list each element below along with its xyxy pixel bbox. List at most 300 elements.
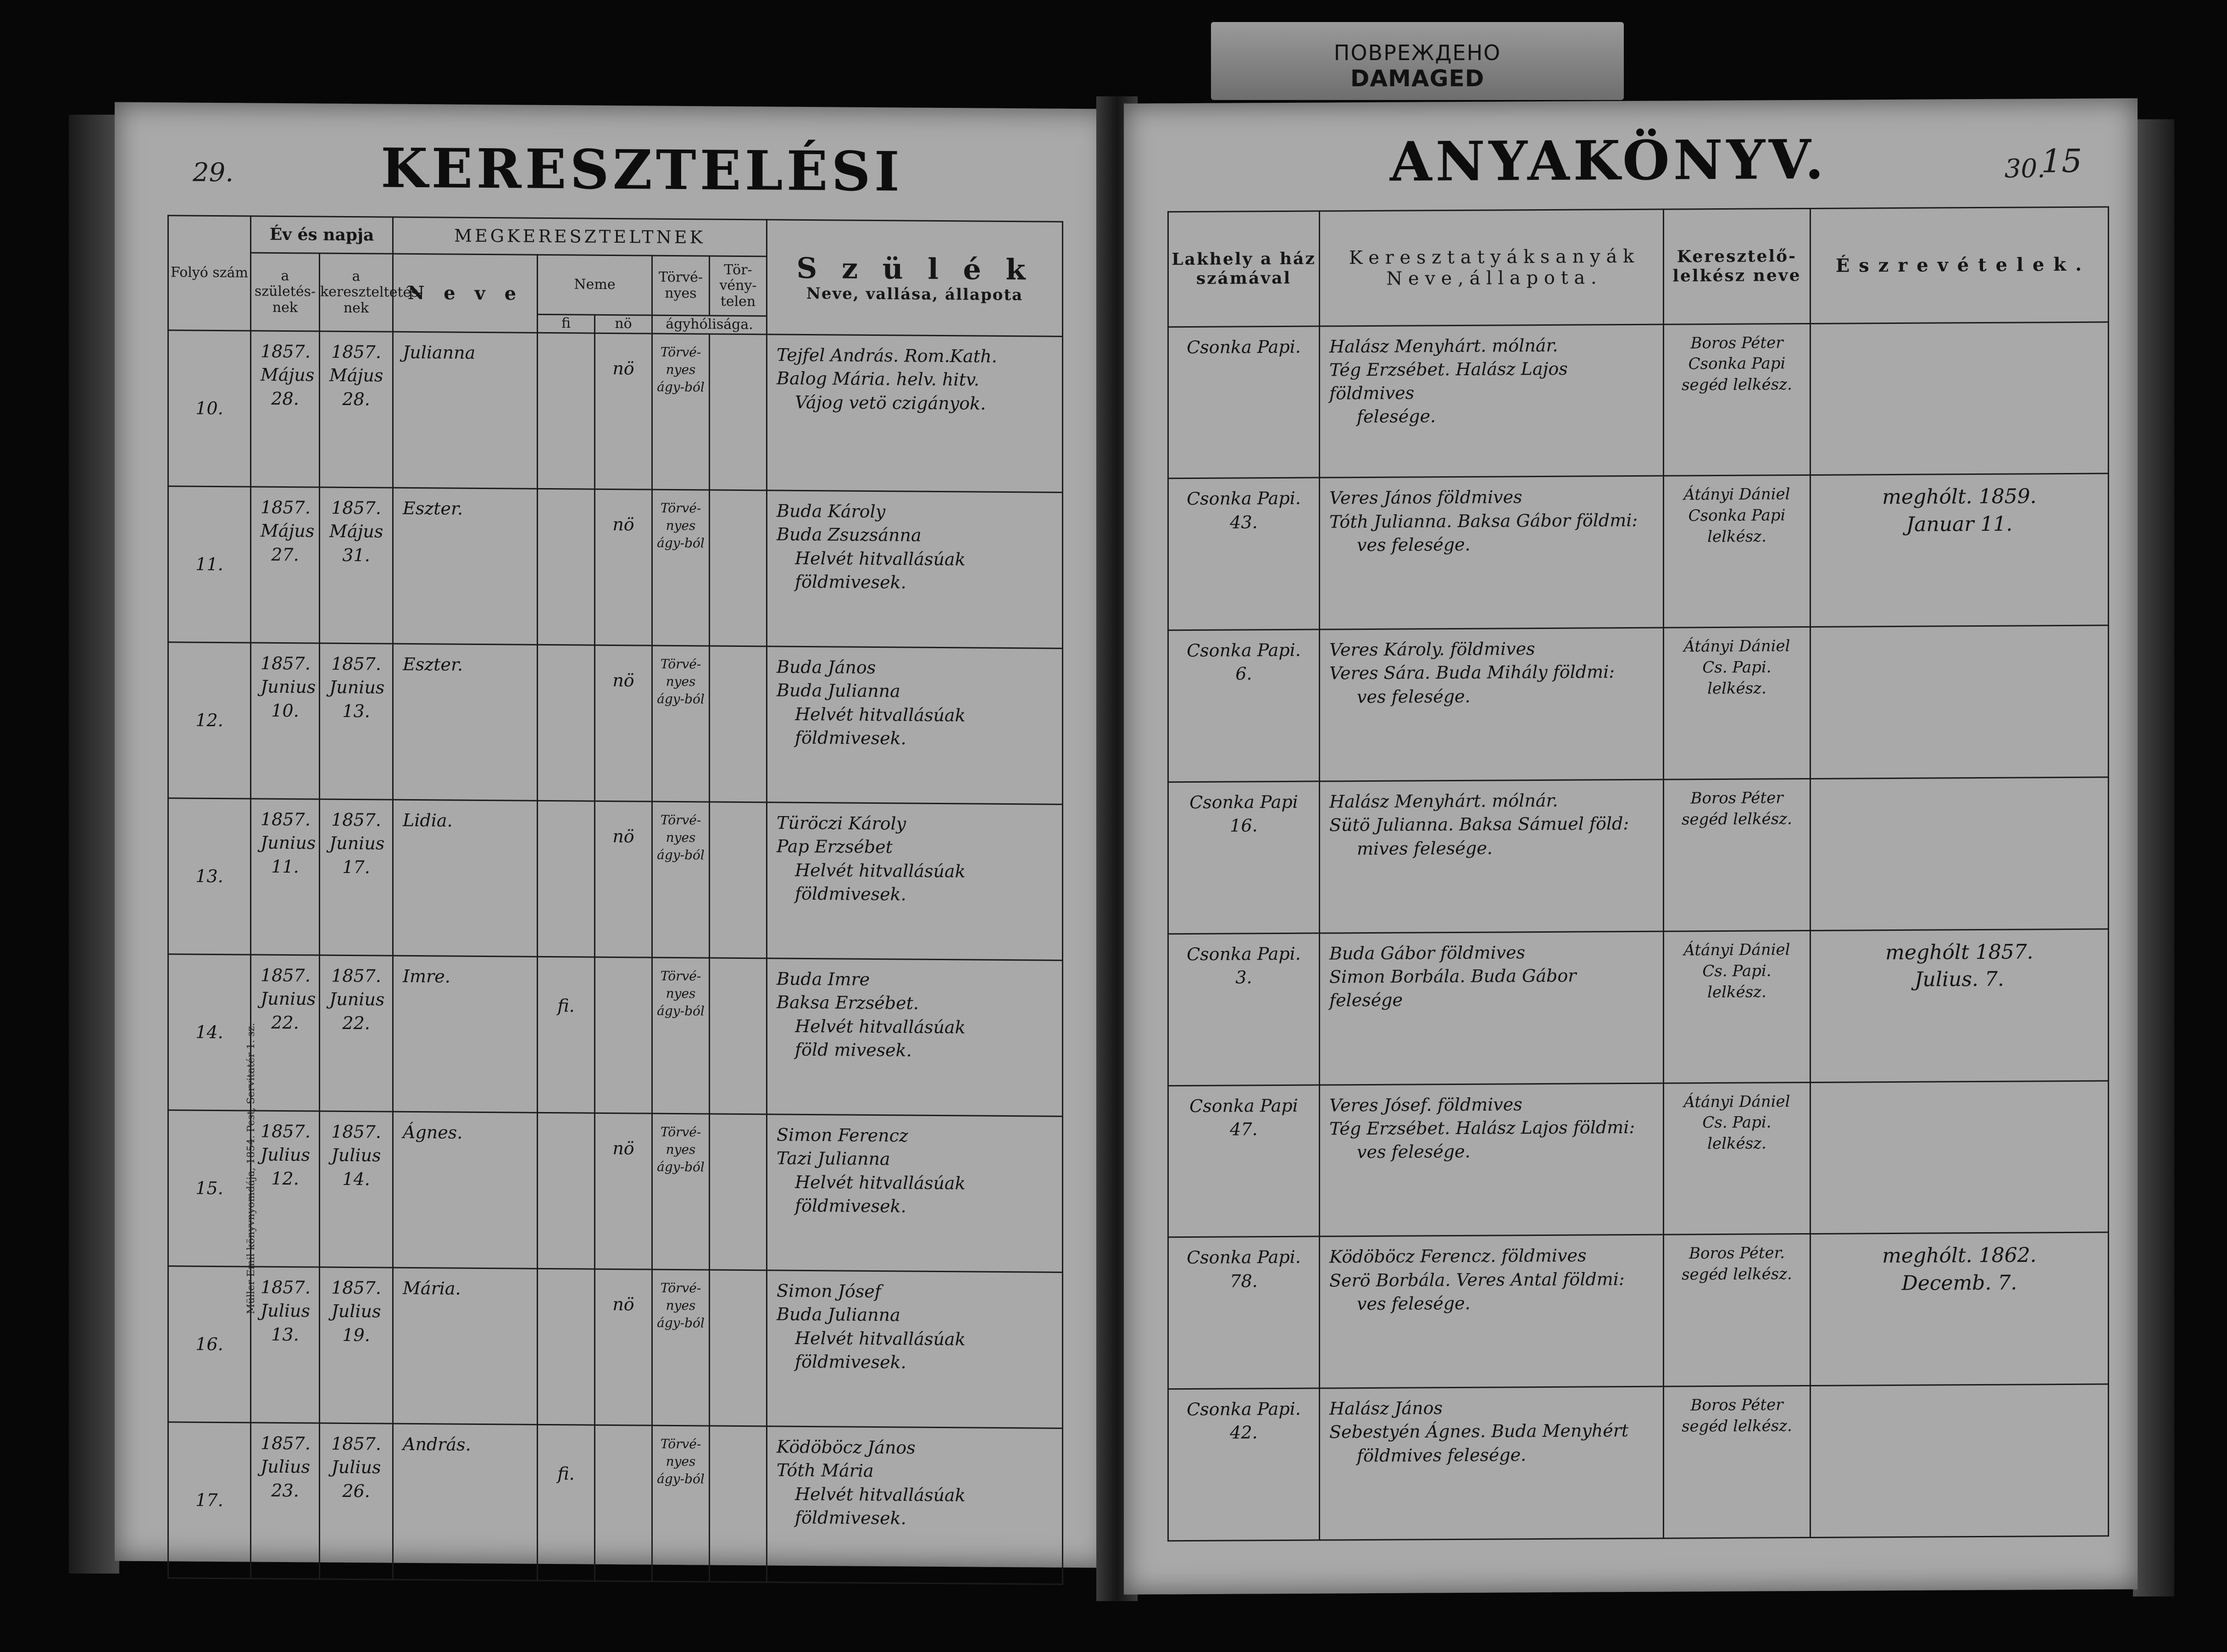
parent-line: Helvét hitvallásúak	[795, 704, 966, 725]
birth-year: 1857.	[261, 1433, 311, 1454]
parent-line: Buda Julianna	[777, 680, 900, 701]
legitimate	[652, 334, 710, 490]
parents	[767, 802, 1063, 961]
priest-line: Boros Péter	[1690, 333, 1783, 352]
baptism-date	[320, 1111, 393, 1268]
header-lakhely: Lakhely a ház számával	[1168, 211, 1320, 327]
sex-male	[538, 489, 595, 645]
baptism-month: Julius	[331, 1145, 381, 1166]
entry-number-text: 11.	[195, 554, 223, 574]
baptism-year: 1857.	[331, 497, 381, 518]
parent-line: Buda Károly	[777, 501, 886, 522]
birth-day: 22.	[271, 1012, 299, 1033]
child-name	[393, 956, 538, 1112]
header-agyholisaga: ágyhólisága.	[652, 315, 767, 334]
birth-date	[251, 331, 320, 487]
residence-line: 43.	[1230, 512, 1258, 533]
godparent-line: Veres János földmives	[1329, 487, 1522, 508]
notes	[1810, 777, 2109, 930]
residence-line: Csonka Papi.	[1187, 336, 1301, 357]
priest-line: segéd lelkész.	[1682, 375, 1792, 395]
baptism-day: 19.	[342, 1324, 370, 1345]
sex-female	[595, 957, 652, 1113]
entry-number	[168, 486, 251, 643]
priest	[1664, 930, 1810, 1083]
sex-male-text	[538, 1150, 594, 1151]
birth-date	[251, 955, 320, 1111]
sex-male	[538, 1268, 595, 1425]
parents	[767, 1426, 1063, 1585]
notes	[1810, 1081, 2109, 1234]
damaged-label-ru: ПОВРЕЖДЕНО	[1333, 40, 1501, 65]
legitimate	[652, 645, 710, 802]
book-edge-left	[69, 115, 119, 1574]
child-name	[393, 800, 538, 957]
child-name-text: Eszter.	[403, 498, 463, 519]
priest-line: Csonka Papi	[1688, 506, 1786, 525]
legitimate-text: Törvé-nyes ágy-ból	[657, 1436, 705, 1486]
entry-number-text: 15.	[195, 1178, 223, 1198]
header-fi: fi	[538, 314, 595, 333]
header-neme: Neme	[538, 255, 652, 315]
right-page	[1124, 98, 2138, 1595]
godparents	[1320, 931, 1664, 1085]
birth-year: 1857.	[261, 1277, 311, 1298]
birth-year: 1857.	[261, 809, 311, 830]
residence	[1168, 1388, 1320, 1541]
baptism-date	[320, 487, 393, 644]
legitimate	[652, 801, 710, 958]
child-name	[393, 644, 538, 801]
parent-line: Vájog vetö czigányok.	[795, 392, 986, 414]
birth-month: Junius	[261, 832, 316, 853]
legitimate-text: Törvé-nyes ágy-ból	[657, 1280, 705, 1330]
left-page	[115, 102, 1110, 1568]
header-keresztatyak-sub: N e v e , á l l a p o t a .	[1386, 267, 1597, 289]
residence-line: 3.	[1235, 967, 1252, 988]
child-name-text: Mária.	[403, 1278, 461, 1299]
entry-number	[168, 642, 251, 799]
legitimate	[652, 957, 710, 1114]
table-row	[1168, 322, 2109, 479]
birth-date	[251, 1111, 320, 1267]
godparent-line: Halász Menyhárt. mólnár.	[1329, 335, 1558, 357]
priest-line: Átányi Dániel	[1683, 485, 1790, 504]
priest-line: Boros Péter	[1690, 1396, 1783, 1415]
entry-number	[168, 798, 251, 955]
header-ev-es-napja: Év és napja	[251, 216, 393, 254]
godparent-line: ves felesége.	[1357, 1293, 1471, 1314]
legitimate	[652, 1269, 710, 1426]
sex-male-text	[538, 370, 594, 371]
birth-month: Május	[261, 364, 315, 385]
baptism-date	[320, 331, 393, 488]
sex-male-text	[538, 1306, 594, 1307]
godparents-table	[1167, 206, 2109, 1542]
residence-line: Csonka Papi	[1189, 1095, 1298, 1116]
sex-male	[538, 957, 595, 1113]
legitimate-text: Törvé-nyes ágy-ból	[657, 500, 705, 551]
priest	[1664, 475, 1810, 628]
residence	[1168, 1236, 1320, 1389]
legitimate-text: Törvé-nyes ágy-ból	[657, 656, 705, 706]
parent-line: Simon Ferencz	[777, 1124, 908, 1146]
notes	[1810, 1384, 2109, 1537]
illegitimate	[710, 490, 767, 646]
table-row	[1168, 473, 2109, 630]
birth-date	[251, 799, 320, 955]
parent-line: Baksa Erzsébet.	[777, 992, 919, 1013]
right-page-number-extra: 15	[2041, 142, 2083, 180]
parent-line: Buda Imre	[777, 968, 870, 990]
residence	[1168, 326, 1320, 479]
birth-year: 1857.	[261, 965, 311, 986]
birth-month: Julius	[261, 1300, 310, 1321]
table-row	[168, 954, 1063, 1117]
sex-male-text: fi.	[557, 996, 575, 1016]
birth-month: Junius	[261, 988, 316, 1009]
birth-day: 11.	[271, 856, 299, 877]
table-row	[168, 1422, 1063, 1585]
birth-day: 12.	[271, 1168, 299, 1189]
entry-number-text: 13.	[195, 866, 223, 886]
header-eszrevetelek: É s z r e v é t e l e k .	[1810, 207, 2109, 323]
child-name-text: Julianna	[403, 342, 476, 363]
header-megkereszteltnek: MEGKERESZTELTNEK	[393, 217, 767, 256]
header-no: nö	[595, 315, 652, 334]
table-row	[168, 642, 1063, 805]
godparent-line: Tóth Julianna. Baksa Gábor földmi:	[1329, 510, 1638, 532]
table-row	[168, 798, 1063, 961]
header-torvenyes: Törvé-nyes	[652, 256, 710, 316]
baptism-date	[320, 1267, 393, 1424]
sex-female-text: nö	[612, 670, 634, 691]
godparent-line: Tég Erzsébet. Halász Lajos földmives	[1329, 358, 1568, 404]
priest-line: segéd lelkész.	[1682, 1265, 1792, 1284]
godparent-line: Serö Borbála. Veres Antal földmi:	[1329, 1268, 1625, 1291]
priest-line: Boros Péter.	[1688, 1244, 1785, 1263]
parent-line: Helvét hitvallásúak	[795, 1484, 966, 1505]
sex-male	[538, 801, 595, 957]
priest	[1664, 323, 1810, 476]
baptism-year: 1857.	[331, 1433, 381, 1454]
entry-number	[168, 330, 251, 487]
child-name-text: Imre.	[403, 966, 450, 987]
birth-year: 1857.	[261, 497, 311, 518]
baptism-date	[320, 1423, 393, 1580]
baptism-month: Julius	[331, 1457, 381, 1478]
priest	[1664, 1386, 1810, 1539]
entry-number-text: 10.	[195, 398, 223, 418]
residence-line: 78.	[1230, 1270, 1258, 1291]
birth-month: Junius	[261, 676, 316, 697]
legitimate-text: Törvé-nyes ágy-ból	[657, 812, 705, 862]
godparents	[1320, 1235, 1664, 1389]
godparent-line: Sütö Julianna. Baksa Sámuel föld:	[1329, 813, 1629, 835]
godparent-line: Sebestyén Ágnes. Buda Menyhért	[1329, 1420, 1629, 1442]
child-name	[393, 1112, 538, 1268]
birth-year: 1857.	[261, 1121, 311, 1142]
residence	[1168, 478, 1320, 630]
sex-female-text: nö	[612, 1138, 634, 1159]
birth-month: Julius	[261, 1144, 310, 1165]
note-line: meghólt. 1862.	[1882, 1243, 2037, 1268]
parent-line: Simon Jósef	[777, 1280, 881, 1302]
parent-line: föld mivesek.	[795, 1039, 912, 1061]
baptism-table	[167, 215, 1063, 1585]
residence-line: 16.	[1230, 815, 1258, 836]
baptism-date	[320, 643, 393, 800]
parent-line: Helvét hitvallásúak	[795, 548, 966, 569]
entry-number-text: 14.	[195, 1022, 223, 1042]
birth-date	[251, 487, 320, 643]
parent-line: Buda Julianna	[777, 1304, 900, 1325]
header-keresztatyak	[1320, 209, 1664, 326]
priest-line: Cs. Papi. lelkész.	[1702, 658, 1772, 698]
legitimate-text: Törvé-nyes ágy-ból	[657, 968, 705, 1018]
left-page-number: 29.	[193, 157, 234, 188]
godparent-line: ves felesége.	[1357, 1141, 1471, 1163]
residence	[1168, 629, 1320, 782]
baptism-month: Május	[329, 521, 383, 542]
baptism-year: 1857.	[331, 965, 381, 986]
priest-line: lelkész.	[1707, 527, 1766, 546]
birth-day: 27.	[271, 544, 299, 565]
parent-line: Tóth Mária	[777, 1460, 874, 1481]
header-szulek	[767, 220, 1063, 337]
birth-year: 1857.	[261, 653, 311, 674]
child-name	[393, 332, 538, 489]
parent-line: földmivesek.	[795, 571, 906, 593]
legitimate	[652, 1425, 710, 1582]
note-line: meghólt. 1859.	[1882, 484, 2037, 509]
right-page-title: ANYAKÖNYV.	[1390, 127, 1827, 194]
notes	[1810, 322, 2109, 475]
table-row	[1168, 777, 2109, 934]
parent-line: földmivesek.	[795, 727, 906, 749]
legitimate-text: Törvé-nyes ágy-ból	[657, 344, 705, 395]
sex-female	[595, 489, 652, 645]
godparent-line: Halász Menyhárt. mólnár.	[1329, 790, 1558, 812]
residence-line: 42.	[1230, 1422, 1258, 1443]
sex-female	[595, 645, 652, 801]
priest-line: segéd lelkész.	[1682, 810, 1792, 829]
residence-line: Csonka Papi.	[1187, 488, 1301, 509]
sex-male	[538, 645, 595, 801]
priest-line: segéd lelkész.	[1682, 1417, 1792, 1436]
residence-line: Csonka Papi.	[1187, 943, 1301, 964]
header-torvenytelen: Tör-vény-telen	[710, 256, 767, 316]
sex-male-text	[538, 838, 594, 839]
baptism-month: Junius	[329, 989, 385, 1010]
header-szulek-title: S z ü l é k	[796, 251, 1033, 287]
birth-date	[251, 1423, 320, 1579]
table-row	[168, 486, 1063, 649]
birth-date	[251, 1267, 320, 1423]
birth-day: 10.	[271, 700, 299, 721]
godparent-line: felesége.	[1357, 406, 1436, 427]
header-neve: N e v e	[393, 254, 538, 333]
priest	[1664, 1234, 1810, 1386]
damaged-label-en: DAMAGED	[1350, 65, 1485, 92]
sex-male-text	[538, 682, 594, 683]
birth-day: 23.	[271, 1480, 299, 1501]
godparent-line: ves felesége.	[1357, 686, 1471, 707]
residence-line: 6.	[1235, 663, 1252, 684]
parents	[767, 1270, 1063, 1429]
sex-female-text: nö	[612, 1294, 634, 1315]
entry-number	[168, 1110, 251, 1267]
godparent-line: Buda Gábor földmives	[1329, 942, 1525, 964]
illegitimate	[710, 1270, 767, 1426]
table-row	[168, 1110, 1063, 1273]
godparents	[1320, 324, 1664, 478]
parent-line: földmivesek.	[795, 883, 906, 905]
parent-line: Ködöböcz János	[777, 1436, 916, 1458]
left-page-title: KERESZTELÉSI	[381, 136, 903, 204]
baptism-date	[320, 799, 393, 956]
damaged-label	[1211, 22, 1624, 100]
birth-date	[251, 643, 320, 799]
residence-line: 47.	[1230, 1119, 1258, 1140]
godparent-line: Veres Jósef. földmives	[1329, 1094, 1522, 1116]
legitimate-text: Törvé-nyes ágy-ból	[657, 1124, 705, 1174]
table-row	[1168, 1232, 2109, 1389]
birth-month: Julius	[261, 1456, 310, 1477]
parents	[767, 1114, 1063, 1273]
header-keresztatyak-title: K e r e s z t a t y á k s a n y á k	[1349, 245, 1634, 269]
entry-number	[168, 1266, 251, 1423]
sex-male	[538, 333, 595, 489]
header-keresztelesnek: a kereszteltetés-nek	[320, 253, 393, 332]
residence-line: Csonka Papi	[1189, 791, 1298, 813]
priest-line: Cs. Papi. lelkész.	[1702, 962, 1772, 1001]
sex-female	[595, 333, 652, 489]
godparent-line: Veres Sára. Buda Mihály földmi:	[1329, 662, 1615, 684]
sex-female	[595, 1269, 652, 1425]
residence-line: Csonka Papi.	[1187, 1398, 1301, 1420]
note-line: Januar 11.	[1906, 512, 2013, 536]
baptism-day: 14.	[342, 1168, 370, 1189]
godparent-line: Ködöböcz Ferencz. földmives	[1329, 1245, 1587, 1267]
parent-line: földmivesek.	[795, 1195, 906, 1217]
entry-number-text: 16.	[195, 1334, 223, 1354]
baptism-year: 1857.	[331, 653, 381, 674]
child-name	[393, 488, 538, 645]
entry-number	[168, 954, 251, 1111]
godparent-line: mives felesége.	[1357, 838, 1493, 859]
baptism-day: 13.	[342, 701, 370, 721]
header-szulek-sub: Neve, vallása, állapota	[806, 284, 1023, 304]
child-name-text: András.	[403, 1434, 471, 1455]
baptism-year: 1857.	[331, 1121, 381, 1142]
child-name-text: Eszter.	[403, 654, 463, 675]
child-name-text: Lidia.	[403, 810, 453, 831]
priest	[1664, 779, 1810, 931]
baptism-day: 26.	[342, 1480, 370, 1501]
parent-line: Buda János	[777, 656, 876, 678]
table-row	[1168, 625, 2109, 782]
baptism-month: Junius	[329, 833, 385, 854]
birth-day: 28.	[271, 388, 299, 409]
godparent-line: Simon Borbála. Buda Gábor felesége	[1329, 965, 1577, 1011]
godparent-line: Tég Erzsébet. Halász Lajos földmi:	[1329, 1117, 1635, 1139]
sex-male	[538, 1424, 595, 1581]
godparent-line: földmives felesége.	[1357, 1444, 1527, 1466]
note-line: Julius. 7.	[1915, 967, 2004, 991]
illegitimate	[710, 646, 767, 802]
baptism-year: 1857.	[331, 341, 381, 362]
illegitimate	[710, 958, 767, 1114]
priest-line: Csonka Papi	[1688, 354, 1786, 373]
sex-female	[595, 801, 652, 957]
book-edge-right	[2133, 119, 2174, 1596]
godparents	[1320, 1083, 1664, 1237]
parent-line: Türöczi Károly	[777, 812, 906, 834]
parent-line: Helvét hitvallásúak	[795, 1328, 966, 1349]
table-row	[1168, 1081, 2109, 1238]
header-folyo-szam: Folyó szám	[168, 216, 251, 331]
sex-male-text: fi.	[557, 1463, 575, 1484]
parent-line: Balog Mária. helv. hitv.	[777, 368, 979, 390]
illegitimate	[710, 1426, 767, 1582]
residence-line: Csonka Papi.	[1187, 640, 1301, 661]
table-row	[1168, 929, 2109, 1086]
notes	[1810, 625, 2109, 779]
priest-line: Átányi Dániel	[1683, 940, 1790, 960]
godparents	[1320, 476, 1664, 630]
sex-male-text	[538, 526, 594, 527]
child-name-text: Ágnes.	[403, 1122, 463, 1143]
baptism-day: 31.	[342, 545, 370, 565]
notes	[1810, 473, 2109, 627]
parent-line: földmivesek.	[795, 1507, 906, 1529]
baptism-date	[320, 955, 393, 1112]
table-row	[1168, 1384, 2109, 1541]
illegitimate	[710, 802, 767, 958]
table-row	[168, 330, 1063, 493]
baptism-month: Julius	[331, 1301, 381, 1322]
illegitimate	[710, 1114, 767, 1270]
parents	[767, 334, 1063, 493]
parent-line: Helvét hitvallásúak	[795, 1172, 966, 1193]
birth-day: 13.	[271, 1324, 299, 1345]
child-name	[393, 1268, 538, 1424]
godparent-line: Veres Károly. földmives	[1329, 639, 1535, 660]
header-kereszteló-lelkesz: Keresztelő-lelkész neve	[1664, 208, 1810, 324]
header-szuletesnek: a születés-nek	[251, 253, 320, 331]
right-page-number: 30.	[2005, 154, 2046, 184]
sex-female-text: nö	[612, 358, 634, 379]
godparent-line: ves felesége.	[1357, 534, 1471, 556]
sex-male	[538, 1112, 595, 1269]
notes	[1810, 929, 2109, 1082]
parent-line: Pap Erzsébet	[777, 836, 893, 857]
baptism-month: Junius	[329, 677, 385, 698]
birth-year: 1857.	[261, 341, 311, 362]
note-line: meghólt 1857.	[1885, 940, 2033, 964]
parent-line: Helvét hitvallásúak	[795, 860, 966, 881]
legitimate	[652, 1113, 710, 1270]
parent-line: földmivesek.	[795, 1351, 906, 1373]
sex-female	[595, 1425, 652, 1581]
illegitimate	[710, 334, 767, 490]
residence	[1168, 1085, 1320, 1238]
godparents	[1320, 779, 1664, 933]
baptism-year: 1857.	[331, 809, 381, 830]
sex-female	[595, 1113, 652, 1269]
parent-line: Tazi Julianna	[777, 1148, 890, 1169]
